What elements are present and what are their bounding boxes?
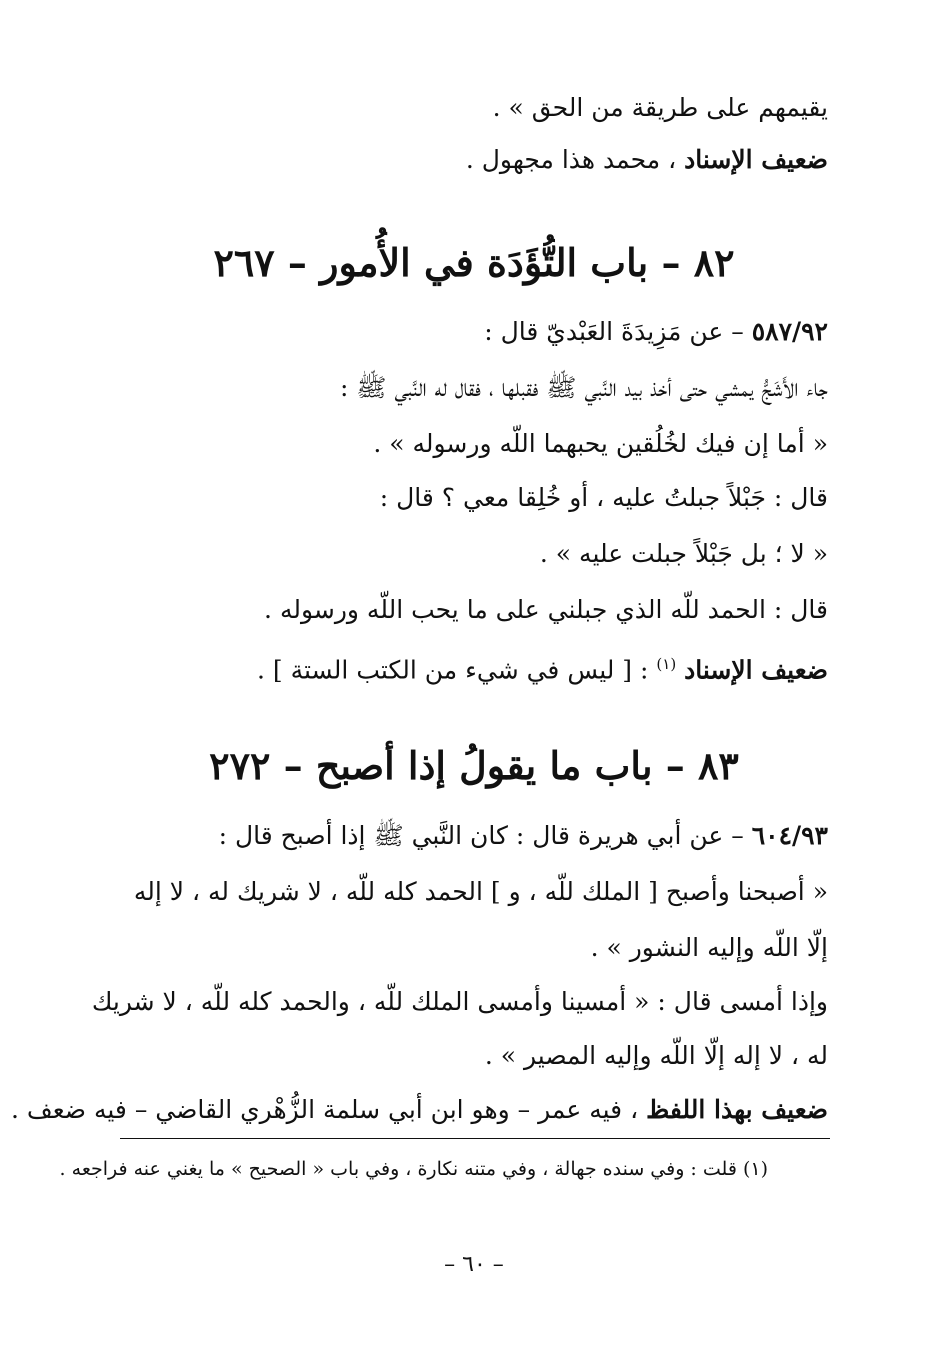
text-line: قال : الحمد للّه الذي جبلني على ما يحب اللّه ورسوله . — [264, 595, 828, 624]
grade-line — [60, 140, 828, 180]
hadith-intro-text: – عن أبي هريرة قال : كان النَّبي ﷺ إذا أصبح قال : — [218, 821, 744, 850]
grade-text: : [ ليس في شيء من الكتب الستة ] . — [256, 655, 649, 685]
grade-text: ، فيه عمر – وهو ابن أبي سلمة الزُّهْري القاضي – فيه ضعف . — [10, 1095, 639, 1124]
text-line: « لا ؛ بل جَبْلاً جبلت عليه » . — [539, 539, 828, 568]
text-line: إلّا اللّه وإليه النشور » . — [590, 933, 828, 962]
grade-line — [10, 1090, 828, 1130]
hadith-number: ٥٨٧/٩٢ — [751, 317, 828, 346]
chapter-heading: ٨٣ – باب ما يقولُ إذا أصبح – ٢٧٢ — [209, 743, 739, 788]
text-line: له ، لا إله إلّا اللّه وإليه المصير » . — [484, 1041, 828, 1070]
grade-label: ضعيف الإسناد — [684, 655, 828, 685]
text-line: « أما إن فيك لخُلُقين يحبهما اللّه ورسوله » . — [373, 429, 828, 458]
grade-text: ، محمد هذا مجهول . — [465, 145, 677, 174]
grade-label: ضعيف الإسناد — [684, 145, 828, 174]
grade-line — [60, 644, 828, 690]
text-line: وإذا أمسى قال : « أمسينا وأمسى الملك للّه ، والحمد كله للّه ، لا شريك — [91, 987, 828, 1016]
text-line: « أصبحنا وأصبح [ الملك للّه ، و ] الحمد كله للّه ، لا شريك له ، لا إله — [133, 877, 828, 906]
hadith-number: ٦٠٤/٩٣ — [751, 821, 828, 850]
text-line: يقيمهم على طريقة من الحق » . — [492, 93, 828, 122]
grade-label: ضعيف بهذا اللفظ — [646, 1095, 828, 1124]
footnote: (١) قلت : وفي سنده جهالة ، وفي متنه نكارة ، وفي باب « الصحيح » ما يغني عنه فراجعه . — [59, 1158, 768, 1180]
text-line: جاء الأَشَجُّ يمشي حتى أخذ بيد النَّبي ﷺ فقبلها ، فقال له النَّبي ﷺ : — [339, 373, 828, 402]
page-number: – ٦٠ – — [444, 1252, 504, 1277]
footnote-ref: (١) — [656, 655, 677, 673]
hadith-intro — [60, 816, 828, 856]
footnote-divider — [120, 1138, 830, 1139]
text-line: قال : جَبْلاً جبلتُ عليه ، أو خُلِقا معي ؟ قال : — [379, 483, 828, 512]
chapter-heading: ٨٢ – باب التُّؤَدَة في الأُمور – ٢٦٧ — [213, 240, 735, 285]
hadith-intro-text: – عن مَزِيدَةَ العَبْديّ قال : — [484, 317, 744, 346]
hadith-intro — [60, 312, 828, 352]
